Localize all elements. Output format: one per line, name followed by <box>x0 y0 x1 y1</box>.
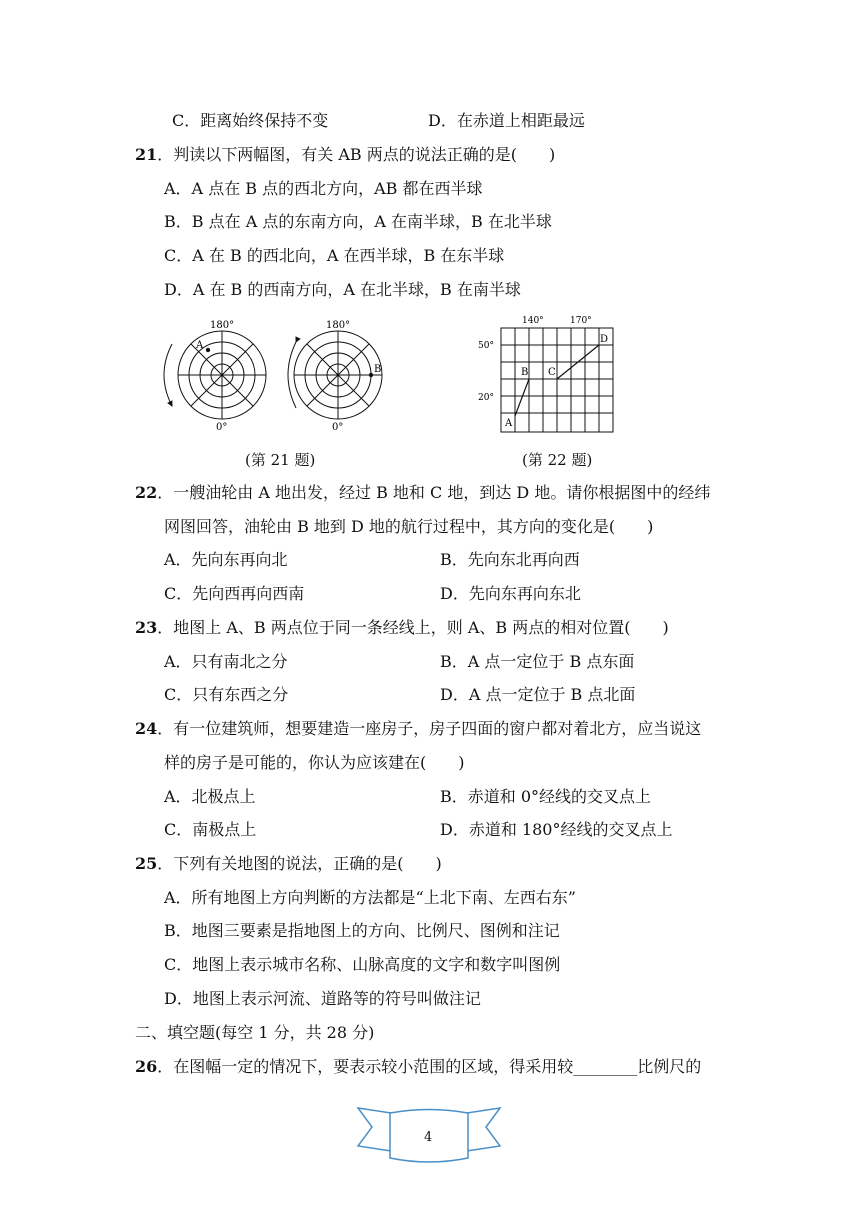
section-heading: 二、填空题(每空 1 分，共 28 分) <box>135 1023 375 1042</box>
q21-stem <box>135 144 555 166</box>
q22-option-c: C．先向西再向西南 <box>164 584 305 603</box>
q25-option-c: C．地图上表示城市名称、山脉高度的文字和数字叫图例 <box>164 955 561 974</box>
q21-option-d: D．A 在 B 的西南方向，A 在北半球，B 在南半球 <box>164 280 521 299</box>
right-top-label: 180° <box>326 320 351 331</box>
point-b-label: B <box>374 364 382 375</box>
point-d-label: D <box>600 334 609 345</box>
lat-20-label: 20° <box>478 393 494 403</box>
page-number-ribbon <box>356 1104 502 1166</box>
point-b-marker <box>369 373 373 377</box>
q23-stem-text: ．地图上 A、B 两点位于同一条经线上，则 A、B 两点的相对位置( ) <box>157 618 669 637</box>
q23-option-b: B．A 点一定位于 B 点东面 <box>440 652 635 671</box>
q22-figure <box>476 312 616 436</box>
q21-option-c: C．A 在 B 的西北向，A 在西半球，B 在东半球 <box>164 246 505 265</box>
q20-option-d: D．在赤道上相距最远 <box>428 111 585 130</box>
q24-stem <box>135 718 701 740</box>
q21-figure <box>150 314 390 436</box>
q22-caption: (第 22 题) <box>522 451 593 469</box>
q22-number: 22 <box>135 483 158 502</box>
q24-number: 24 <box>135 719 158 738</box>
q24-option-d: D．赤道和 180°经线的交叉点上 <box>440 820 673 839</box>
q25-option-b: B．地图三要素是指地图上的方向、比例尺、图例和注记 <box>164 921 560 940</box>
q21-caption: (第 21 题) <box>245 451 316 469</box>
q22-option-a: A．先向东再向北 <box>164 550 288 569</box>
q21-option-b: B．B 点在 A 点的东南方向，A 在南半球，B 在北半球 <box>164 212 552 231</box>
polar-view-left <box>164 331 266 419</box>
q20-option-c: C．距离始终保持不变 <box>172 111 329 130</box>
q26-stem <box>135 1056 701 1078</box>
lat-50-label: 50° <box>478 341 494 351</box>
q23-stem <box>135 617 669 639</box>
q21-number: 21 <box>135 145 158 164</box>
point-b-label: B <box>521 367 529 378</box>
point-c-label: C <box>548 367 556 378</box>
q26-number: 26 <box>135 1057 158 1076</box>
left-top-label: 180° <box>210 320 235 331</box>
q24-stem-text: ．有一位建筑师，想要建造一座房子，房子四面的窗户都对着北方，应当说这 <box>157 719 702 738</box>
q25-stem <box>135 853 442 875</box>
q21-stem-text: ．判读以下两幅图，有关 AB 两点的说法正确的是( ) <box>157 145 556 164</box>
q22-stem-continued: 网图回答，油轮由 B 地到 D 地的航行过程中，其方向的变化是( ) <box>164 517 654 536</box>
q25-number: 25 <box>135 854 158 873</box>
q24-option-b: B．赤道和 0°经线的交叉点上 <box>440 787 652 806</box>
left-bottom-label: 0° <box>216 422 228 433</box>
q24-option-a: A．北极点上 <box>164 787 256 806</box>
lat-lon-grid <box>501 328 613 432</box>
q24-stem-continued: 样的房子是可能的，你认为应该建在( ) <box>164 753 465 772</box>
q22-stem <box>135 482 710 504</box>
q21-option-a: A．A 点在 B 点的西北方向，AB 都在西半球 <box>164 179 483 198</box>
q23-option-d: D．A 点一定位于 B 点北面 <box>440 685 636 704</box>
q22-option-d: D．先向东再向东北 <box>440 584 581 603</box>
point-a-label: A <box>196 340 204 351</box>
polar-view-right <box>288 331 382 419</box>
right-bottom-label: 0° <box>332 422 344 433</box>
q25-stem-text: ．下列有关地图的说法，正确的是( ) <box>157 854 442 873</box>
lon-140-label: 140° <box>522 316 544 326</box>
q23-option-c: C．只有东西之分 <box>164 685 289 704</box>
q26-stem-text: ．在图幅一定的情况下，要表示较小范围的区域，得采用较________比例尺的 <box>157 1057 702 1076</box>
q24-option-c: C．南极点上 <box>164 820 257 839</box>
q25-option-d: D．地图上表示河流、道路等的符号叫做注记 <box>164 989 481 1008</box>
lon-170-label: 170° <box>570 316 592 326</box>
q25-option-a: A．所有地图上方向判断的方法都是“上北下南、左西右东” <box>164 888 576 907</box>
point-a-marker <box>206 348 210 352</box>
q22-option-b: B．先向东北再向西 <box>440 550 580 569</box>
q23-option-a: A．只有南北之分 <box>164 652 288 671</box>
point-a-label: A <box>505 418 513 429</box>
page-number: 4 <box>424 1130 433 1145</box>
q23-number: 23 <box>135 618 158 637</box>
q22-stem-text: ．一艘油轮由 A 地出发，经过 B 地和 C 地，到达 D 地。请你根据图中的经纬 <box>157 483 711 502</box>
